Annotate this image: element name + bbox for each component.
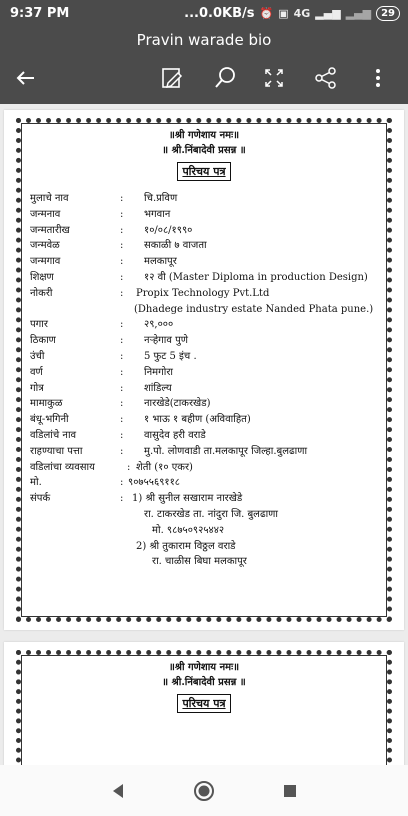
document-page-2 <box>4 642 404 772</box>
field-row <box>24 333 384 349</box>
field-colon: : <box>120 445 124 457</box>
contact-line: 2) श्री तुकाराम विठ्ठल वराडे <box>136 540 236 552</box>
field-value: Propix Technology Pvt.Ltd <box>136 287 270 299</box>
field-label: नोकरी <box>30 287 53 299</box>
field-row <box>24 475 384 491</box>
field-row <box>24 207 384 223</box>
network-type: 4G <box>293 7 311 20</box>
field-colon: : <box>120 287 124 299</box>
field-colon: : <box>120 240 124 252</box>
field-value: शेती (१० एकर) <box>136 461 193 473</box>
field-label: जन्मगाव <box>30 256 61 268</box>
field-row <box>24 191 384 207</box>
field-colon: : <box>120 382 124 394</box>
field-colon: : <box>120 256 124 268</box>
field-row <box>24 270 384 286</box>
fullscreen-icon[interactable] <box>260 64 288 92</box>
search-icon[interactable] <box>212 64 240 92</box>
field-colon: : <box>120 366 124 378</box>
field-label: राहण्याचा पत्ता <box>30 445 83 457</box>
field-row <box>24 428 384 444</box>
contact-line-row <box>24 507 384 523</box>
field-value: नारखेडे(टाकरखेड) <box>144 398 211 410</box>
field-row <box>24 412 384 428</box>
field-value: (Dhadege industry estate Nanded Phata pune.) <box>134 303 374 315</box>
field-value: चि.प्रविण <box>144 193 178 204</box>
field-value: निमगोरा <box>144 366 174 378</box>
biodata-fields <box>24 191 384 570</box>
field-label: मामाकुळ <box>30 398 63 410</box>
field-label: मुलाचे नाव <box>30 193 69 204</box>
message-icon: ▣ <box>278 7 289 20</box>
field-row <box>24 396 384 412</box>
field-value: नऱ्हेगाव पुणे <box>144 335 189 347</box>
field-row <box>24 254 384 270</box>
edit-icon[interactable] <box>158 64 186 92</box>
field-label: उंची <box>30 350 45 362</box>
field-label: बंधू-भगिनी <box>30 414 69 426</box>
field-colon: : <box>120 350 124 362</box>
contact-line: 1) श्री सुनील सखाराम नारखेडे <box>132 493 243 505</box>
field-row <box>24 286 384 302</box>
status-icons <box>184 6 400 21</box>
document-title <box>177 162 230 181</box>
field-value: सकाळी ७ वाजता <box>144 240 207 252</box>
app-bar <box>0 0 408 104</box>
field-row <box>24 302 384 318</box>
toolbar <box>0 58 408 98</box>
field-colon: : <box>127 461 131 473</box>
document-title <box>177 694 230 713</box>
signal-icon: ▂▄▆ <box>315 7 341 20</box>
field-colon: : <box>120 224 124 236</box>
field-label: मो. <box>30 477 42 489</box>
field-label: ठिकाण <box>30 335 56 347</box>
signal-2-icon: ▂▄▆ <box>345 7 372 20</box>
contact-label: संपर्क <box>30 493 51 505</box>
field-row <box>24 381 384 397</box>
field-colon: : <box>120 477 124 489</box>
field-value: मु.पो. लोणवाडी ता.मलकापूर जिल्हा.बुलढाणा <box>144 445 308 457</box>
field-value: २९,००० <box>144 319 174 331</box>
field-label: गोत्र <box>30 382 44 394</box>
more-vert-icon[interactable] <box>364 64 392 92</box>
nav-back-icon[interactable] <box>106 779 130 803</box>
status-time: 9:37 PM <box>10 6 70 21</box>
biodata-content <box>24 658 384 713</box>
field-colon: : <box>120 208 124 220</box>
field-colon: : <box>120 193 124 204</box>
field-label: जन्मतारीख <box>30 224 70 236</box>
field-value: मलकापूर <box>144 256 177 268</box>
field-row <box>24 223 384 239</box>
field-value: १ भाऊ १ बहीण (अविवाहित) <box>144 414 251 426</box>
field-value: शांडिल्य <box>144 382 172 394</box>
field-row <box>24 365 384 381</box>
field-value: वासुदेव हरी वराडे <box>144 429 206 441</box>
back-arrow-icon[interactable] <box>12 64 40 92</box>
contact-line: रा. टाकरखेड ता. नांदुरा जि. बुलढाणा <box>144 508 278 520</box>
field-row <box>24 460 384 476</box>
header-line-1: ॥श्री गणेशाय नमः॥ <box>168 662 240 673</box>
nav-home-icon[interactable] <box>192 779 216 803</box>
field-label: वर्ण <box>30 366 43 378</box>
field-colon: : <box>120 335 124 347</box>
field-value: 5 फुट 5 इंच . <box>144 350 197 362</box>
field-row <box>24 317 384 333</box>
document-title-text: परिचय पत्र <box>182 165 226 178</box>
battery-icon: 29 <box>376 6 400 21</box>
document-title-text: परिचय पत्र <box>182 697 226 710</box>
field-label: पगार <box>30 319 48 331</box>
field-value: १२ वी (Master Diploma in production Design) <box>144 271 368 283</box>
header-line-1: ॥श्री गणेशाय नमः॥ <box>168 130 240 141</box>
field-colon: : <box>120 271 124 283</box>
contact-line: मो. ९८७५०९२५४४२ <box>152 524 225 536</box>
field-colon: : <box>120 429 124 441</box>
field-colon: : <box>120 493 124 505</box>
field-value: १०/०८/१९९० <box>144 224 193 236</box>
contact-line-row <box>24 523 384 539</box>
page-title: Pravin warade bio <box>136 31 272 49</box>
field-value: ९०७५५६९११८ <box>128 477 180 489</box>
document-page-1 <box>4 110 404 630</box>
contact-line-row <box>24 539 384 555</box>
biodata-content <box>24 126 384 570</box>
alarm-icon: ⏰ <box>259 7 274 20</box>
share-icon[interactable] <box>312 64 340 92</box>
field-label: वडिलांचे नाव <box>30 429 77 441</box>
header-line-2: ॥ श्री.निंबादेवी प्रसन्न ॥ <box>162 677 246 688</box>
contact-line: रा. चाळीस बिघा मलकापूर <box>152 556 247 568</box>
field-colon: : <box>120 398 124 410</box>
field-colon: : <box>120 319 124 331</box>
header-line-2: ॥ श्री.निंबादेवी प्रसन्न ॥ <box>162 145 246 156</box>
field-label: जन्मवेळ <box>30 240 60 252</box>
field-value: भगवान <box>144 208 171 220</box>
contact-line-row <box>24 554 384 570</box>
field-colon: : <box>120 414 124 426</box>
field-row <box>24 349 384 365</box>
field-label: वडिलांचा व्यवसाय <box>30 461 95 473</box>
status-bar <box>0 0 408 28</box>
field-row <box>24 444 384 460</box>
field-label: जन्मनाव <box>30 208 61 220</box>
field-label: शिक्षण <box>30 271 54 283</box>
network-speed: ...0.0KB/s <box>184 6 255 21</box>
field-row <box>24 238 384 254</box>
nav-recents-icon[interactable] <box>278 779 302 803</box>
contact-row <box>24 491 384 507</box>
system-nav-bar <box>0 765 408 816</box>
